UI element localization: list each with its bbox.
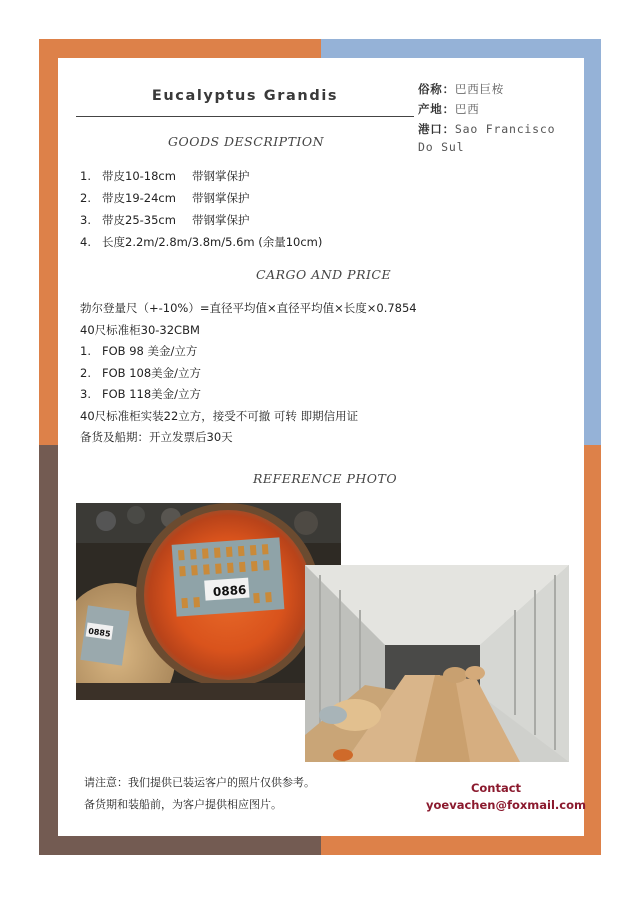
list-item-number: 2. [80, 191, 91, 205]
meta-port-value-2: Do Sul [418, 140, 465, 154]
cargo-terms: 40尺标准柜实装22立方，接受不可撤 可转 即期信用证 [80, 408, 359, 423]
footer-note [84, 772, 315, 816]
contact-block [426, 780, 586, 814]
list-item-number: 3. [80, 213, 91, 227]
footer-note-line-1: 请注意：我们提供已装运客户的照片仅供参考。 [84, 776, 315, 789]
list-item-text: 带皮25-35cm [102, 213, 176, 227]
list-item-number: 1. [80, 169, 91, 183]
meta-common-name-value: 巴西巨桉 [454, 82, 505, 96]
meta-origin-label: 产地： [418, 102, 455, 116]
list-item [80, 209, 322, 231]
cargo-block [80, 298, 417, 449]
footer-note-line-2: 备货期和装船前，为客户提供相应图片。 [84, 798, 282, 811]
page-title: Eucalyptus Grandis [151, 88, 339, 104]
price-item-number: 1. [80, 344, 91, 358]
list-item-text: 长度2.2m/2.8m/3.8m/5.6m (余量10cm) [102, 235, 323, 249]
price-item [80, 363, 417, 385]
list-item-number: 4. [80, 235, 91, 249]
list-item [80, 231, 322, 253]
price-item [80, 384, 417, 406]
meta-common-name-label: 俗称： [418, 82, 455, 96]
container-logs-photo [305, 565, 569, 762]
list-item-note: 带钢掌保护 [191, 213, 250, 227]
price-item-text: FOB 108美金/立方 [102, 365, 202, 380]
list-item [80, 165, 322, 187]
section-goods-heading: GOODS DESCRIPTION [168, 134, 325, 149]
section-photo-heading: REFERENCE PHOTO [253, 471, 398, 486]
price-item-number: 2. [80, 365, 91, 380]
log-end-photo [76, 503, 341, 700]
log-tag-b: 0885 [87, 626, 112, 639]
list-item [80, 187, 322, 209]
price-item-number: 3. [80, 387, 91, 401]
list-item-text: 带皮19-24cm [102, 191, 176, 205]
meta-port-value-1: Sao Francisco [454, 122, 556, 136]
price-item [80, 341, 417, 363]
title-divider [76, 116, 414, 117]
cargo-container: 40尺标准柜30-32CBM [80, 322, 200, 337]
section-cargo-heading: CARGO AND PRICE [256, 267, 392, 282]
list-item-note: 带钢掌保护 [191, 169, 250, 183]
log-tag-a: 0886 [212, 582, 247, 600]
list-item-note: 带钢掌保护 [191, 191, 250, 205]
meta-common-name [418, 80, 504, 98]
cargo-formula: 勃尔登量尺（+-10%）=直径平均值×直径平均值×长度×0.7854 [80, 301, 417, 315]
meta-origin-value: 巴西 [454, 102, 480, 116]
contact-label: Contact [470, 781, 522, 795]
meta-port [418, 120, 555, 156]
list-item-text: 带皮10-18cm [102, 169, 176, 183]
meta-origin [418, 100, 480, 118]
goods-list [80, 165, 322, 253]
price-item-text: FOB 118美金/立方 [102, 387, 202, 401]
meta-port-label: 港口： [418, 122, 455, 136]
contact-email-link[interactable]: yoevachen@foxmail.com [426, 798, 586, 812]
cargo-shipping: 备货及船期：开立发票后30天 [80, 430, 233, 444]
price-item-text: FOB 98 美金/立方 [102, 344, 198, 358]
